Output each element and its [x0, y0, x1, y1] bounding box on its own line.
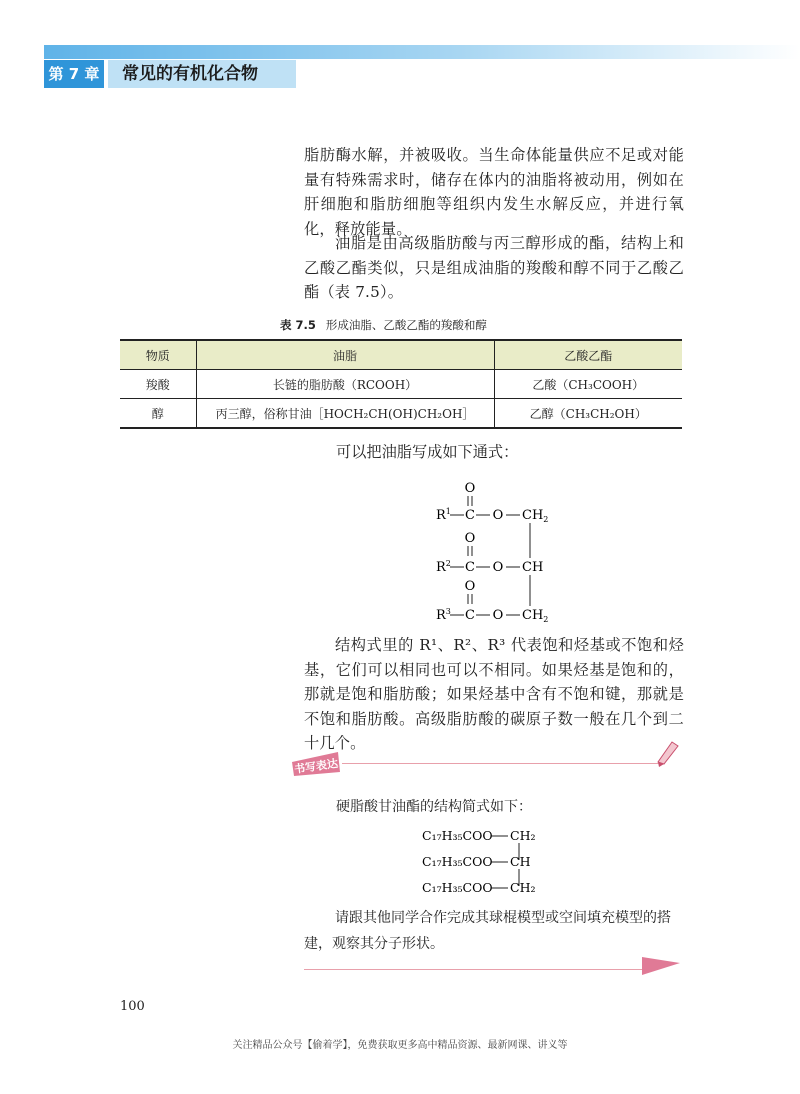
- writing-box-bottom-rule: [304, 969, 644, 970]
- writing-tag-label: 书写表达: [293, 756, 339, 776]
- ch2-bottom: CH₂: [510, 880, 536, 895]
- acid-alcohol-table: [120, 339, 682, 429]
- footer-note: 关注精品公众号【偷着学】，免费获取更多高中精品资源、最新网课、讲义等: [232, 1040, 568, 1051]
- writing-tag-badge: [290, 748, 342, 778]
- writing-box-top-rule: [342, 763, 662, 764]
- table-header-cell: 物质: [120, 340, 196, 370]
- table-number: 表 7.5: [280, 318, 316, 332]
- table-cell: 羧酸: [120, 370, 196, 399]
- r1-group: $R^1$: [436, 507, 451, 523]
- table-row: [120, 370, 682, 399]
- arrow-tip-icon: [640, 955, 682, 977]
- page-number: 100: [120, 999, 145, 1014]
- glycerol-ch2-top: $CH_2$: [522, 508, 549, 524]
- table-cell: 乙酸（CH₃COOH）: [494, 370, 682, 399]
- chapter-title: 常见的有机化合物: [108, 60, 296, 88]
- table-cell: 醇: [120, 399, 196, 429]
- writing-task: 请跟其他同学合作完成其球棍模型或空间填充模型的搭建，观察其分子形状。: [304, 910, 671, 952]
- ester-oxygen-3: O: [492, 608, 504, 623]
- table-cell: 丙三醇，俗称甘油［HOCH₂CH(OH)CH₂OH］: [196, 399, 494, 429]
- carbonyl-oxygen-3: O: [464, 579, 476, 594]
- stearate-group: C₁₇H₃₅COO: [422, 854, 493, 869]
- table-header-row: [120, 340, 682, 370]
- table-title: 形成油脂、乙酸乙酯的羧酸和醇: [325, 318, 487, 332]
- glycerol-ch2-bottom: $CH_2$: [522, 608, 549, 624]
- carbonyl-carbon-3: C: [465, 608, 475, 623]
- ch2-top: CH₂: [510, 828, 536, 843]
- ester-oxygen-2: O: [492, 560, 504, 575]
- table-cell: 乙醇（CH₃CH₂OH）: [494, 399, 682, 429]
- r2-group: $R^2$: [436, 559, 451, 575]
- carbonyl-carbon-2: C: [465, 560, 475, 575]
- stearate-group: C₁₇H₃₅COO: [422, 828, 493, 843]
- triglyceride-general-structure: [420, 478, 580, 628]
- r3-group: $R^3$: [436, 607, 451, 623]
- paragraph-oil-definition: 油脂是由高级脂肪酸与丙三醇形成的酯，结构上和乙酸乙酯类似，只是组成油脂的羧酸和醇不同于乙酸乙酯（表 7.5）。: [304, 234, 684, 301]
- paragraph-digestion: 脂肪酶水解，并被吸收。当生命体能量供应不足或对能量有特殊需求时，储存在体内的油脂将被动用，例如在肝细胞和脂肪细胞等组织内发生水解反应，并进行氧化，释放能量。: [304, 146, 684, 238]
- carbonyl-oxygen-2: O: [464, 531, 476, 546]
- writing-intro: 硬脂酸甘油酯的结构简式如下：: [336, 799, 532, 815]
- glycerol-ch-middle: CH: [522, 560, 544, 575]
- carbonyl-carbon-1: C: [465, 508, 475, 523]
- pencil-icon: [654, 740, 680, 768]
- paragraph-hydrocarbon-groups: 结构式里的 R¹、R²、R³ 代表饱和烃基或不饱和烃基，它们可以相同也可以不相同。如果烃基是饱和的，那就是饱和脂肪酸；如果烃基中含有不饱和键，那就是不饱和脂肪酸。高级脂肪酸的碳原子数一般在几个到二十几个。: [304, 636, 684, 752]
- formula-intro: 可以把油脂写成如下通式：: [336, 443, 519, 461]
- ester-oxygen-1: O: [492, 508, 504, 523]
- table-cell: 长链的脂肪酸（RCOOH）: [196, 370, 494, 399]
- table-header-cell: 油脂: [196, 340, 494, 370]
- stearin-structure: [420, 820, 560, 900]
- stearate-group: C₁₇H₃₅COO: [422, 880, 493, 895]
- table-caption: [280, 317, 487, 333]
- carbonyl-oxygen-1: O: [464, 481, 476, 496]
- header-gradient-strip: [44, 45, 800, 59]
- table-row: [120, 399, 682, 429]
- table-header-cell: 乙酸乙酯: [494, 340, 682, 370]
- chapter-number-badge: 第 7 章: [44, 60, 104, 88]
- ch-middle: CH: [510, 854, 531, 869]
